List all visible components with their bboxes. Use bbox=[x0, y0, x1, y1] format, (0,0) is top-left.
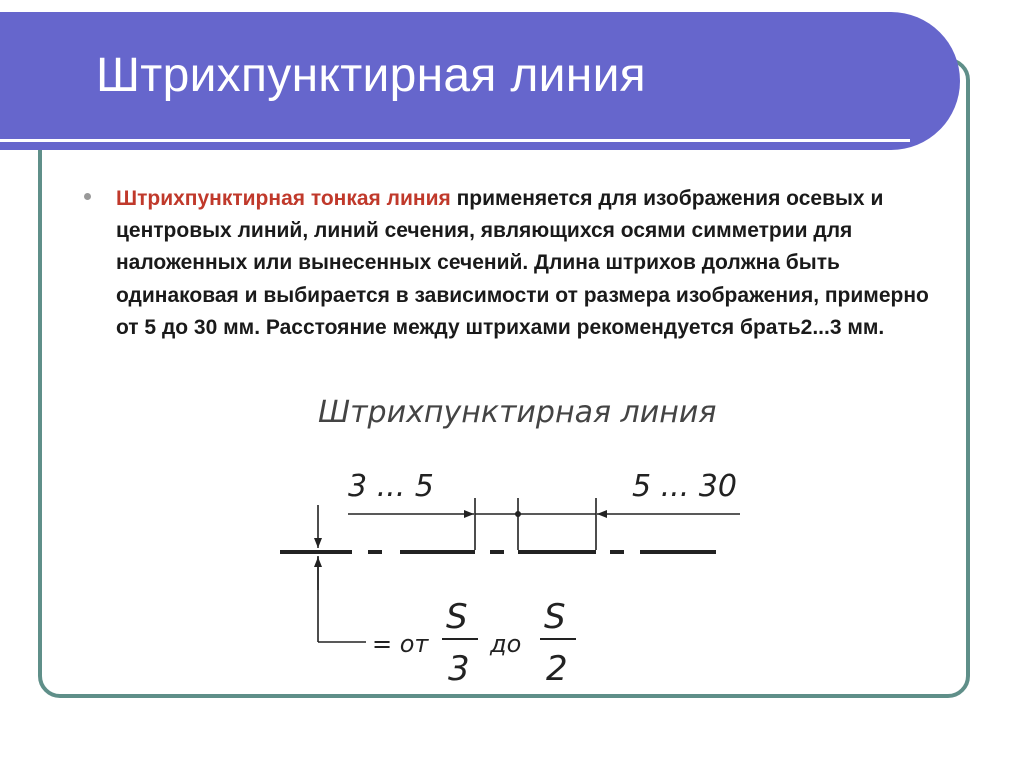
highlighted-term: Штрихпунктирная тонкая линия bbox=[116, 187, 451, 210]
thickness-indicator bbox=[318, 505, 366, 642]
slide-title: Штрихпунктирная линия bbox=[96, 49, 646, 102]
bullet-paragraph bbox=[116, 183, 936, 344]
dimension-right-label: 5 ... 30 bbox=[632, 469, 737, 504]
paragraph-text: применяется для изображения осевых и центровых линий, линий сечения, являющихся осями симметрии для наложенных или вынесенных сечений. Длина штрихов должна быть одинаковая и выбирается в зависимости от размера изображения, примерно от 5 до 30 мм. Расстояние между штрихами рекомендуется брать2...3 мм. bbox=[116, 187, 929, 339]
thickness-formula bbox=[372, 597, 576, 689]
dash-dot-line-diagram bbox=[260, 380, 760, 690]
dimension-lines bbox=[348, 498, 740, 550]
bullet-icon bbox=[84, 193, 91, 200]
fraction2-denominator: 2 bbox=[546, 649, 568, 689]
fraction1-denominator: 3 bbox=[448, 649, 470, 689]
word-do: до bbox=[490, 630, 522, 658]
midpoint-dot bbox=[515, 511, 521, 517]
figure-caption: Штрихпунктирная линия bbox=[318, 395, 717, 430]
title-banner bbox=[0, 12, 960, 150]
fraction2-numerator: S bbox=[544, 597, 566, 637]
dimension-left-label: 3 ... 5 bbox=[348, 469, 434, 504]
fraction1-numerator: S bbox=[446, 597, 468, 637]
formula-prefix: = от bbox=[372, 630, 429, 658]
title-underline bbox=[0, 139, 910, 142]
